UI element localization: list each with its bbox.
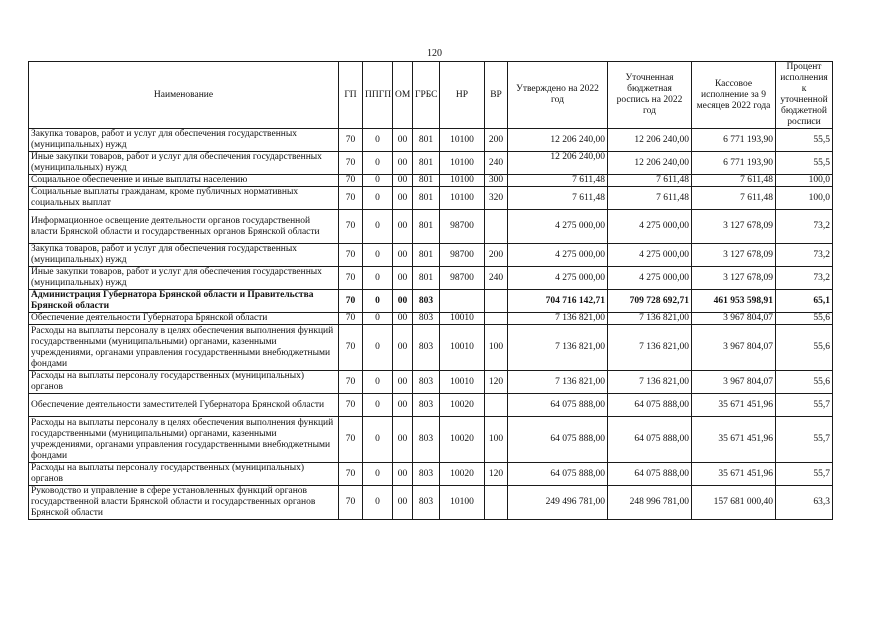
cell-percent: 55,7 [776,463,833,486]
cell-percent: 73,2 [776,267,833,290]
cell-percent: 55,6 [776,371,833,394]
cell-cash: 35 671 451,96 [692,463,776,486]
table-row [29,152,833,175]
cell-cash: 7 611,48 [692,175,776,187]
cell-np: 10010 [440,313,485,325]
cell-grbs: 801 [413,129,440,152]
cell-approved: 64 075 888,00 [508,394,608,417]
cell-approved: 4 275 000,00 [508,244,608,267]
table-row [29,417,833,463]
cell-ppgp: 0 [363,129,393,152]
cell-vr: 100 [485,325,508,371]
cell-percent: 63,3 [776,486,833,520]
cell-np [440,290,485,313]
cell-approved: 64 075 888,00 [508,463,608,486]
cell-np: 10020 [440,394,485,417]
cell-vr [485,210,508,244]
cell-ppgp: 0 [363,267,393,290]
header-ppgp: ППГП [363,62,393,129]
cell-grbs: 803 [413,371,440,394]
cell-vr: 200 [485,244,508,267]
table-row [29,325,833,371]
cell-np: 10100 [440,486,485,520]
cell-vr: 240 [485,152,508,175]
cell-refined: 4 275 000,00 [608,210,692,244]
cell-ppgp: 0 [363,244,393,267]
cell-gp: 70 [339,210,363,244]
cell-gp: 70 [339,175,363,187]
table-row [29,129,833,152]
cell-gp: 70 [339,313,363,325]
cell-approved: 249 496 781,00 [508,486,608,520]
cell-om: 00 [393,210,413,244]
cell-grbs: 801 [413,175,440,187]
cell-grbs: 801 [413,210,440,244]
cell-grbs: 801 [413,152,440,175]
cell-vr [485,486,508,520]
cell-refined: 64 075 888,00 [608,417,692,463]
cell-cash: 461 953 598,91 [692,290,776,313]
cell-np: 10100 [440,175,485,187]
cell-ppgp: 0 [363,463,393,486]
cell-np: 10100 [440,152,485,175]
cell-cash: 3 967 804,07 [692,325,776,371]
cell-vr [485,313,508,325]
table-header-row [29,62,833,129]
cell-om: 00 [393,152,413,175]
cell-percent: 100,0 [776,187,833,210]
cell-approved: 7 611,48 [508,187,608,210]
cell-percent: 55,7 [776,417,833,463]
cell-np: 98700 [440,267,485,290]
cell-approved: 64 075 888,00 [508,417,608,463]
table-row [29,371,833,394]
cell-name: Закупка товаров, работ и услуг для обеспечения государственных (муниципальных) нужд [29,244,339,267]
cell-grbs: 801 [413,267,440,290]
cell-ppgp: 0 [363,210,393,244]
page-number: 120 [427,48,442,59]
cell-vr [485,394,508,417]
cell-cash: 3 127 678,09 [692,210,776,244]
cell-grbs: 803 [413,417,440,463]
cell-om: 00 [393,486,413,520]
cell-percent: 55,7 [776,394,833,417]
table-row [29,267,833,290]
cell-name: Расходы на выплаты персоналу государственных (муниципальных) органов [29,371,339,394]
cell-name: Обеспечение деятельности заместителей Губернатора Брянской области [29,394,339,417]
cell-om: 00 [393,290,413,313]
cell-np: 98700 [440,244,485,267]
table-row [29,313,833,325]
cell-np: 10100 [440,129,485,152]
cell-cash: 35 671 451,96 [692,417,776,463]
cell-om: 00 [393,463,413,486]
cell-cash: 6 771 193,90 [692,129,776,152]
header-name: Наименование [29,62,339,129]
cell-refined: 7 611,48 [608,187,692,210]
cell-ppgp: 0 [363,175,393,187]
cell-vr: 100 [485,417,508,463]
cell-np: 10010 [440,325,485,371]
header-np: НР [440,62,485,129]
cell-percent: 73,2 [776,210,833,244]
cell-om: 00 [393,417,413,463]
cell-grbs: 803 [413,290,440,313]
cell-om: 00 [393,187,413,210]
cell-gp: 70 [339,267,363,290]
cell-vr: 300 [485,175,508,187]
cell-refined: 7 136 821,00 [608,325,692,371]
cell-approved: 7 136 821,00 [508,325,608,371]
cell-grbs: 803 [413,313,440,325]
cell-vr [485,290,508,313]
cell-gp: 70 [339,290,363,313]
cell-cash: 6 771 193,90 [692,152,776,175]
cell-percent: 73,2 [776,244,833,267]
cell-vr: 120 [485,463,508,486]
cell-cash: 157 681 000,40 [692,486,776,520]
cell-gp: 70 [339,371,363,394]
cell-refined: 4 275 000,00 [608,267,692,290]
cell-om: 00 [393,313,413,325]
cell-name: Закупка товаров, работ и услуг для обеспечения государственных (муниципальных) нужд [29,129,339,152]
cell-gp: 70 [339,187,363,210]
cell-name: Руководство и управление в сфере установленных функций органов государственной власти Брянской области и государственных органов Брянской области [29,486,339,520]
cell-approved: 7 136 821,00 [508,371,608,394]
cell-refined: 248 996 781,00 [608,486,692,520]
cell-refined: 709 728 692,71 [608,290,692,313]
cell-ppgp: 0 [363,325,393,371]
cell-grbs: 803 [413,394,440,417]
cell-gp: 70 [339,463,363,486]
cell-np: 10020 [440,417,485,463]
cell-name: Информационное освещение деятельности органов государственной власти Брянской области и государственных органов Брянской области [29,210,339,244]
cell-refined: 7 136 821,00 [608,371,692,394]
cell-ppgp: 0 [363,313,393,325]
cell-approved: 4 275 000,00 [508,210,608,244]
cell-refined: 64 075 888,00 [608,394,692,417]
cell-refined: 7 136 821,00 [608,313,692,325]
header-approved: Утверждено на 2022 год [508,62,608,129]
cell-om: 00 [393,267,413,290]
cell-ppgp: 0 [363,394,393,417]
cell-gp: 70 [339,417,363,463]
cell-gp: 70 [339,394,363,417]
cell-name: Расходы на выплаты персоналу государственных (муниципальных) органов [29,463,339,486]
header-gp: ГП [339,62,363,129]
table-row [29,210,833,244]
header-grbs: ГРБС [413,62,440,129]
header-vr: ВР [485,62,508,129]
cell-gp: 70 [339,152,363,175]
cell-np: 10100 [440,187,485,210]
table-row [29,175,833,187]
cell-approved: 12 206 240,00 [508,129,608,152]
cell-grbs: 801 [413,244,440,267]
header-percent: Процент исполнения к уточненной бюджетной росписи [776,62,833,129]
cell-approved: 7 611,48 [508,175,608,187]
cell-approved: 7 136 821,00 [508,313,608,325]
cell-om: 00 [393,371,413,394]
cell-grbs: 803 [413,325,440,371]
cell-np: 10010 [440,371,485,394]
table-row [29,463,833,486]
cell-om: 00 [393,129,413,152]
cell-om: 00 [393,244,413,267]
cell-cash: 3 127 678,09 [692,244,776,267]
cell-gp: 70 [339,129,363,152]
cell-name: Социальные выплаты гражданам, кроме публичных нормативных социальных выплат [29,187,339,210]
cell-vr: 320 [485,187,508,210]
cell-refined: 7 611,48 [608,175,692,187]
table-row [29,486,833,520]
cell-name: Иные закупки товаров, работ и услуг для обеспечения государственных (муниципальных) нужд [29,267,339,290]
cell-approved: 704 716 142,71 [508,290,608,313]
cell-ppgp: 0 [363,486,393,520]
budget-table [28,61,833,520]
header-refined: Уточненная бюджетная роспись на 2022 год [608,62,692,129]
cell-grbs: 801 [413,187,440,210]
cell-gp: 70 [339,244,363,267]
cell-refined: 4 275 000,00 [608,244,692,267]
cell-percent: 55,6 [776,325,833,371]
cell-vr: 200 [485,129,508,152]
cell-grbs: 803 [413,486,440,520]
cell-name: Социальное обеспечение и иные выплаты населению [29,175,339,187]
table-body [29,129,833,520]
cell-percent: 100,0 [776,175,833,187]
cell-cash: 7 611,48 [692,187,776,210]
cell-percent: 55,5 [776,129,833,152]
cell-refined: 64 075 888,00 [608,463,692,486]
cell-ppgp: 0 [363,371,393,394]
header-om: ОМ [393,62,413,129]
header-cash: Кассовое исполнение за 9 месяцев 2022 года [692,62,776,129]
cell-name: Расходы на выплаты персоналу в целях обеспечения выполнения функций государственными (муниципальными) органами, казенными учреждениями, органами управления государственными внебюджетными фондами [29,325,339,371]
cell-vr: 240 [485,267,508,290]
table-row [29,394,833,417]
cell-om: 00 [393,325,413,371]
cell-ppgp: 0 [363,187,393,210]
cell-cash: 3 967 804,07 [692,313,776,325]
cell-grbs: 803 [413,463,440,486]
cell-np: 98700 [440,210,485,244]
cell-gp: 70 [339,486,363,520]
cell-ppgp: 0 [363,152,393,175]
table-row [29,244,833,267]
cell-cash: 3 967 804,07 [692,371,776,394]
cell-percent: 55,6 [776,313,833,325]
table-row [29,290,833,313]
cell-approved: 12 206 240,00 [508,152,608,175]
cell-ppgp: 0 [363,417,393,463]
cell-vr: 120 [485,371,508,394]
cell-ppgp: 0 [363,290,393,313]
cell-cash: 35 671 451,96 [692,394,776,417]
cell-name: Расходы на выплаты персоналу в целях обеспечения выполнения функций государственными (муниципальными) органами, казенными учреждениями, органами управления государственными внебюджетными фондами [29,417,339,463]
table-row [29,187,833,210]
cell-refined: 12 206 240,00 [608,129,692,152]
cell-om: 00 [393,394,413,417]
cell-om: 00 [393,175,413,187]
cell-approved: 4 275 000,00 [508,267,608,290]
cell-gp: 70 [339,325,363,371]
cell-refined: 12 206 240,00 [608,152,692,175]
cell-name: Обеспечение деятельности Губернатора Брянской области [29,313,339,325]
cell-percent: 65,1 [776,290,833,313]
cell-name: Администрация Губернатора Брянской области и Правительства Брянской области [29,290,339,313]
cell-np: 10020 [440,463,485,486]
cell-cash: 3 127 678,09 [692,267,776,290]
cell-percent: 55,5 [776,152,833,175]
cell-name: Иные закупки товаров, работ и услуг для обеспечения государственных (муниципальных) нужд [29,152,339,175]
